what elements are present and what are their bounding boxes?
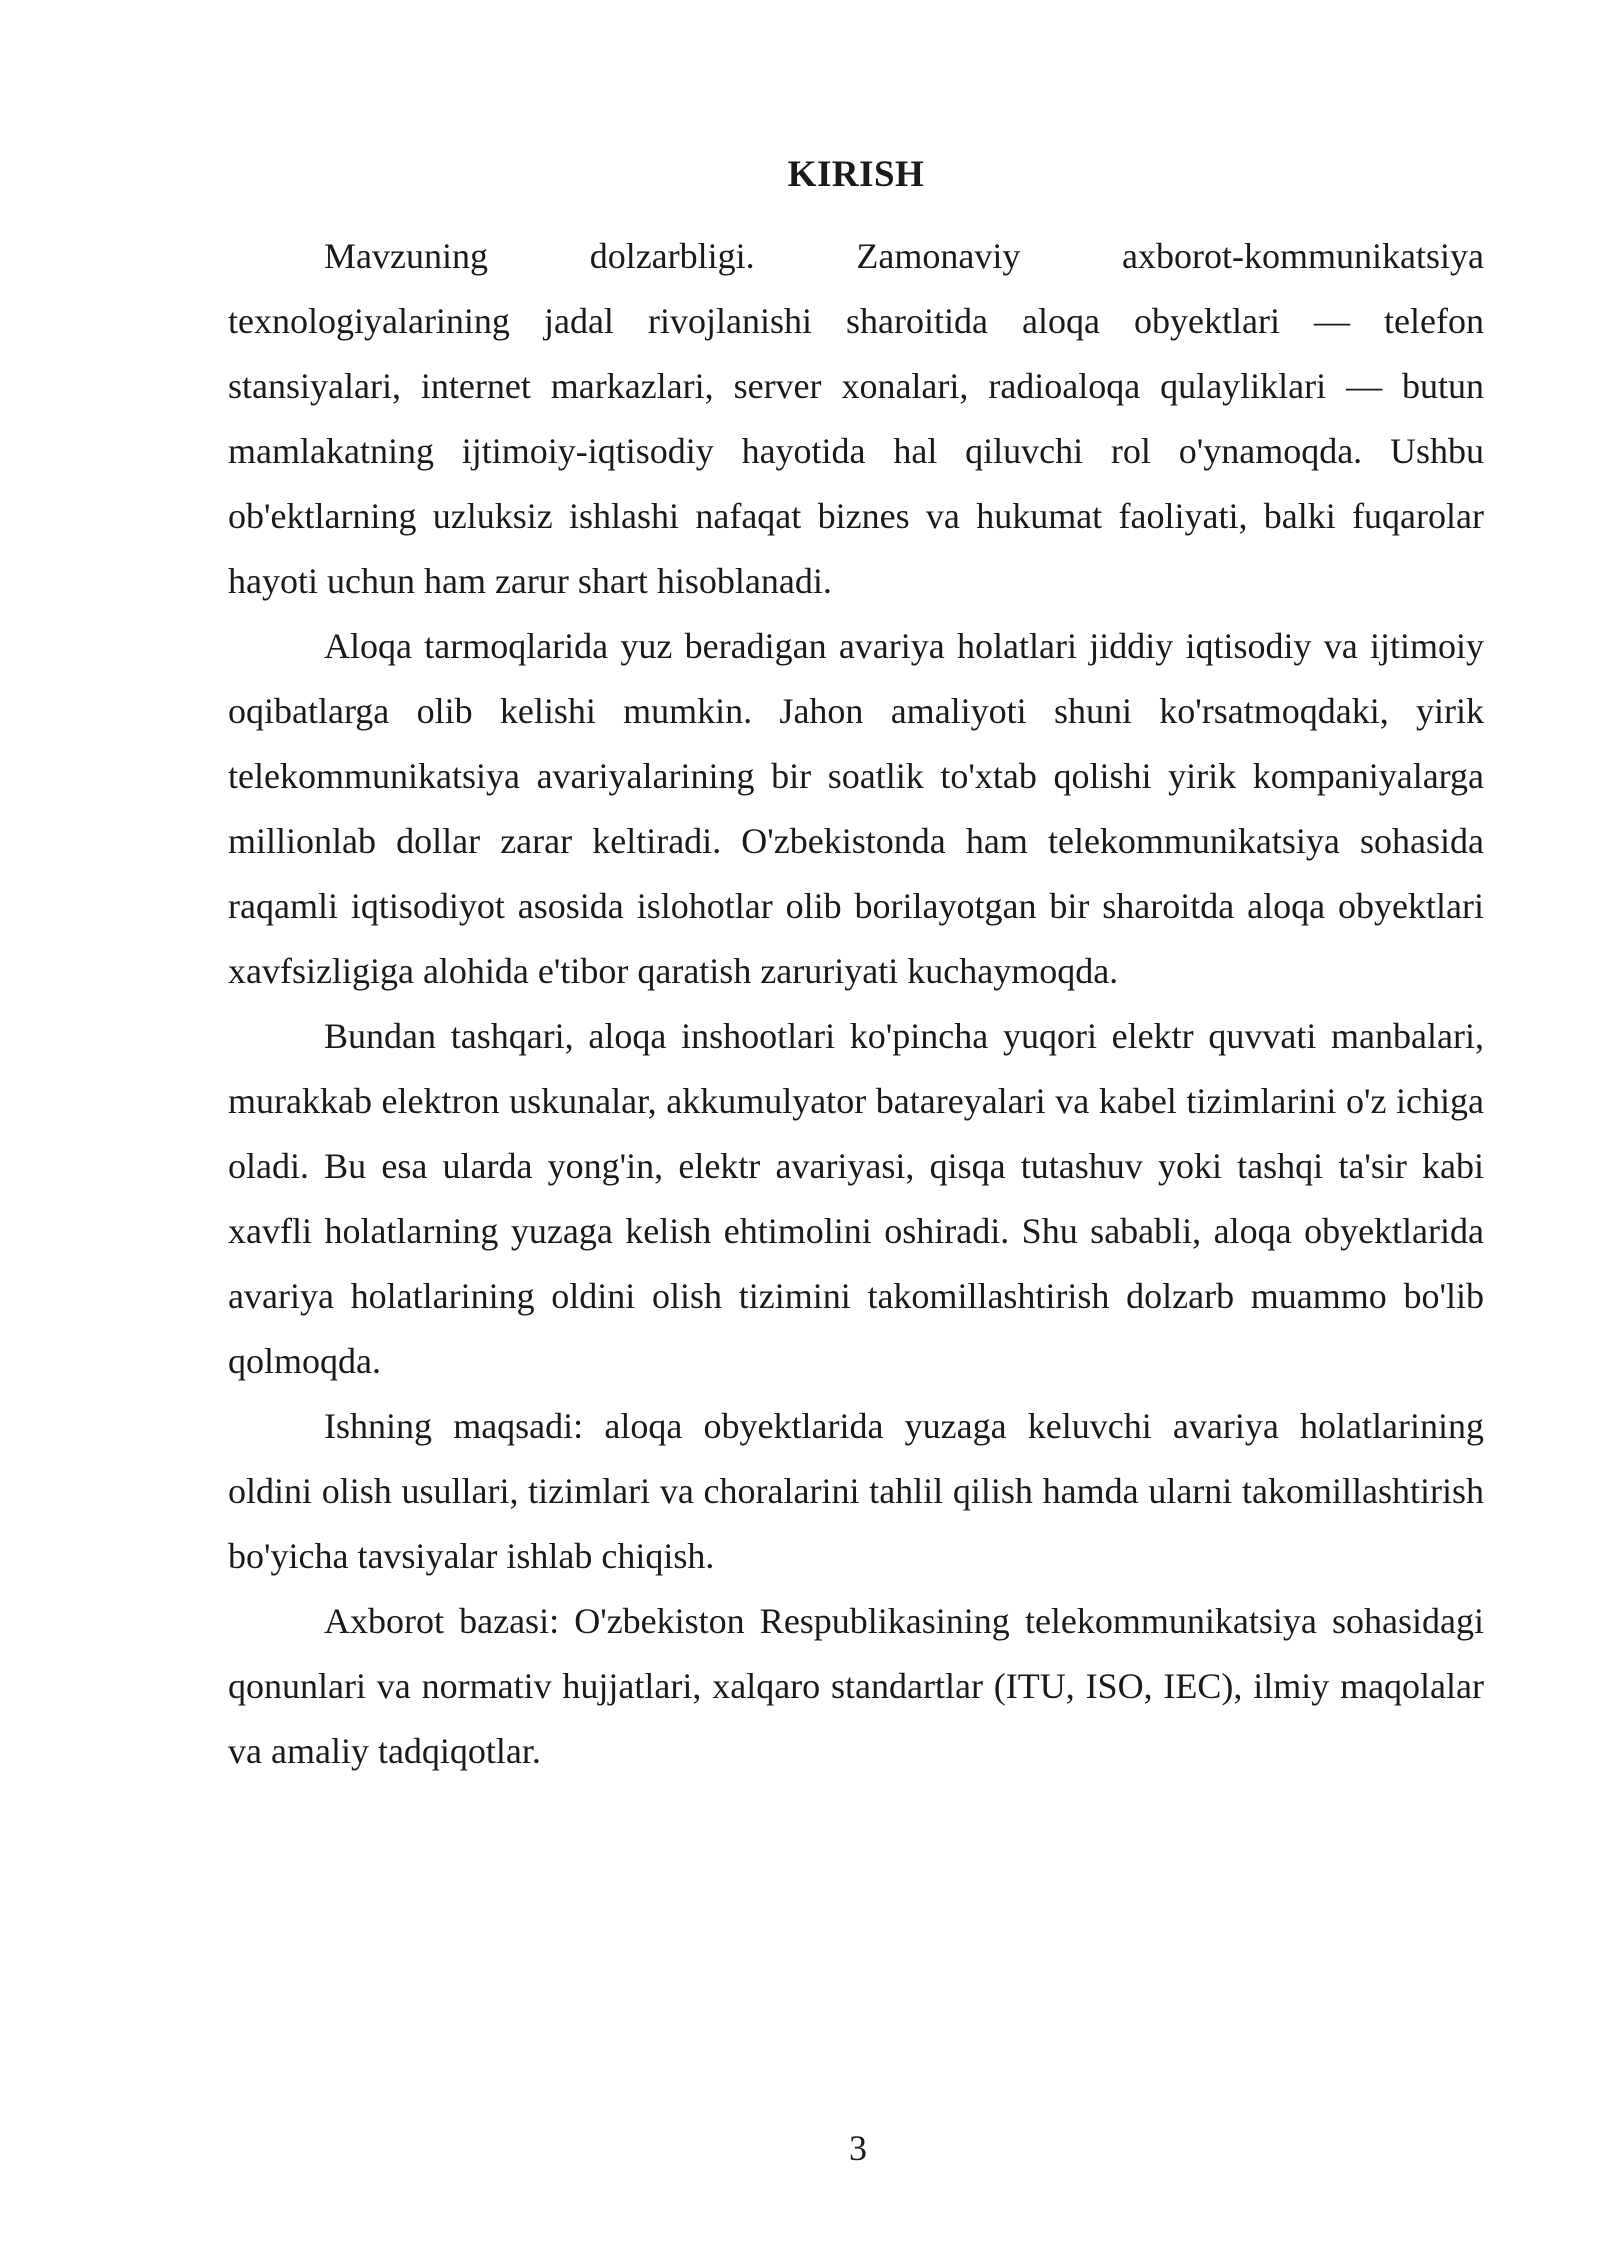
paragraph-facilities: Bundan tashqari, aloqa inshootlari ko'pincha yuqori elektr quvvati manbalari, murakkab elektron uskunalar, akkumulyator batareyalari va kabel tizimlarini o'z ichiga oladi. Bu esa ularda yong'in, elektr avariyasi, qisqa tutashuv yoki tashqi ta'sir kabi xavfli holatlarning yuzaga kelish ehtimolini oshiradi. Shu sababli, aloqa obyektlarida avariya holatlarining oldini olish tizimini takomillashtirish dolzarb muammo bo'lib qolmoqda. [228, 1016, 1484, 1381]
section-heading-container [228, 150, 1484, 200]
paragraph-relevance: Mavzuning dolzarbligi. Zamonaviy axborot-kommunikatsiya texnologiyalarining jadal rivojlanishi sharoitida aloqa obyektlari — telefon stansiyalari, internet markazlari, server xonalari, radioaloqa qulayliklari — butun mamlakatning ijtimoiy-iqtisodiy hayotida hal qiluvchi rol o'ynamoqda. Ushbu ob'ektlarning uzluksiz ishlashi nafaqat biznes va hukumat faoliyati, balki fuqarolar hayoti uchun ham zarur shart hisoblanadi. [228, 236, 1484, 601]
page-number: 3 [849, 2128, 867, 2168]
body-text [228, 224, 1484, 1784]
paragraph-information-base: Axborot bazasi: O'zbekiston Respublikasining telekommunikatsiya sohasidagi qonunlari va normativ hujjatlari, xalqaro standartlar (ITU, ISO, IEC), ilmiy maqolalar va amaliy tadqiqotlar. [228, 1601, 1484, 1771]
paragraph-goal: Ishning maqsadi: aloqa obyektlarida yuzaga keluvchi avariya holatlarining oldini olish usullari, tizimlari va choralarini tahlil qilish hamda ularni takomillashtirish bo'yicha tavsiyalar ishlab chiqish. [228, 1406, 1484, 1576]
section-title: KIRISH [787, 154, 925, 195]
paragraph-accidents: Aloqa tarmoqlarida yuz beradigan avariya holatlari jiddiy iqtisodiy va ijtimoiy oqibatlarga olib kelishi mumkin. Jahon amaliyoti shuni ko'rsatmoqdaki, yirik telekommunikatsiya avariyalarining bir soatlik to'xtab qolishi yirik kompaniyalarga millionlab dollar zarar keltiradi. O'zbekistonda ham telekommunikatsiya sohasida raqamli iqtisodiyot asosida islohotlar olib borilayotgan bir sharoitda aloqa obyektlari xavfsizligiga alohida e'tibor qaratish zaruriyati kuchaymoqda. [228, 626, 1484, 991]
